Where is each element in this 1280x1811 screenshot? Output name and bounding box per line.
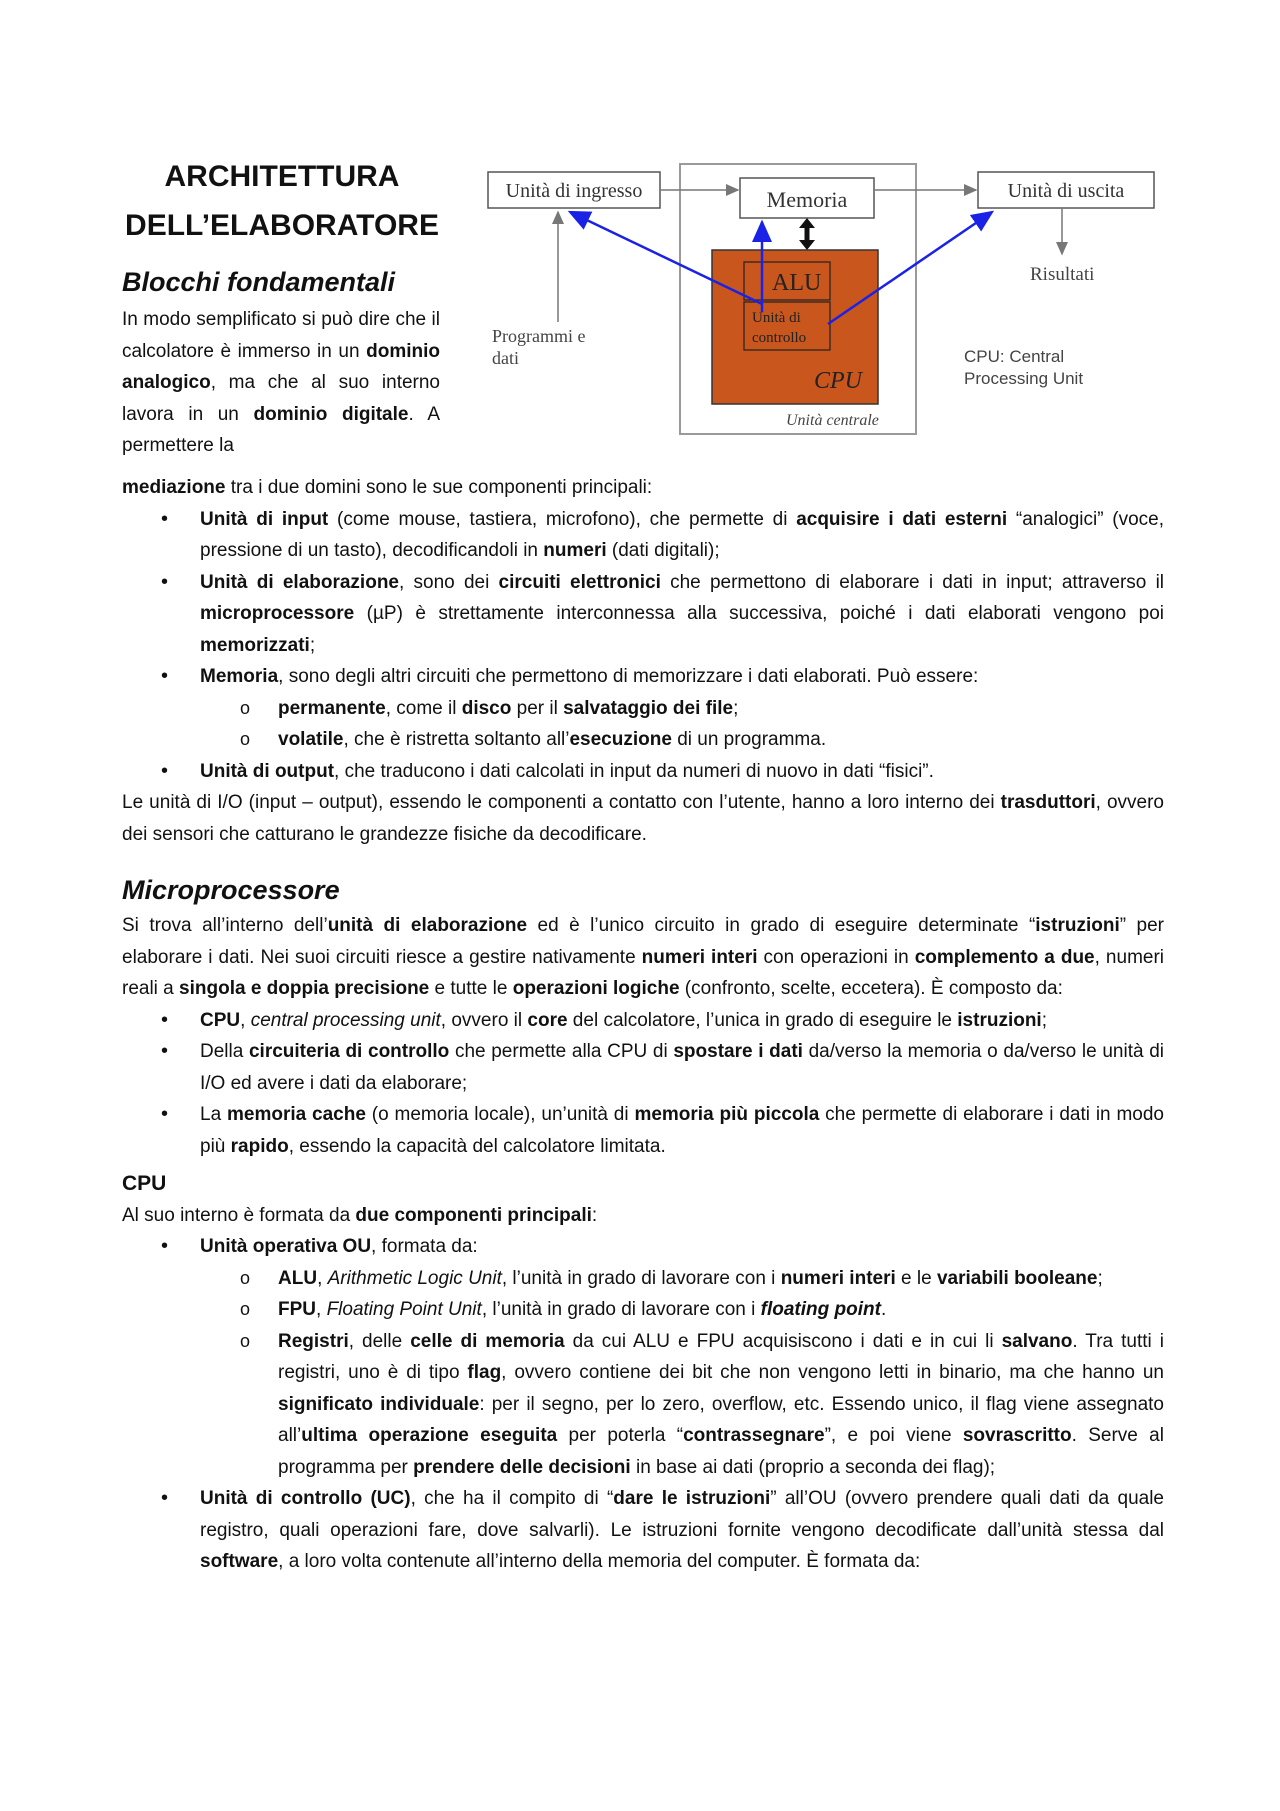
text-run: , che ha il compito di “ — [410, 1488, 614, 1509]
memory-label: Memoria — [766, 187, 848, 212]
text-run: contrassegnare — [683, 1425, 825, 1446]
text-run: ” per elaborare i dati. Nei suoi circuiti riesce a gestire nativamente — [122, 915, 1164, 968]
text-run: acquisire i dati esterni — [796, 508, 1008, 530]
text-run: trasduttori — [1000, 792, 1096, 813]
text-run: ; — [733, 697, 739, 719]
microprocessore-paragraph — [122, 910, 1164, 1005]
text-run: (come mouse, tastiera, microfono), che permette di — [328, 508, 797, 530]
text-run: e le — [895, 1267, 937, 1289]
list-item — [200, 1231, 1164, 1483]
microprocessore-list — [122, 1005, 1164, 1163]
text-run: La — [200, 1104, 227, 1125]
text-run: Memoria — [200, 666, 279, 687]
computer-architecture-diagram — [462, 152, 1166, 448]
text-run: ultima operazione eseguita — [301, 1425, 558, 1446]
text-run: per il — [511, 697, 564, 719]
text-run: memorizzati — [200, 634, 310, 656]
text-run: (µP) è strettamente interconnessa alla successiva, poiché i dati elaborati vengono poi — [354, 603, 1164, 624]
list-item-text — [200, 1099, 1164, 1162]
header-area — [122, 152, 1164, 472]
sub-list-item — [278, 1326, 1164, 1484]
text-run: operazioni logiche — [512, 978, 680, 999]
text-run: con operazioni in — [757, 946, 915, 968]
cpu-paragraph — [122, 1200, 1164, 1232]
sub-list-item — [278, 1294, 1164, 1326]
text-run: complemento a due — [914, 946, 1095, 968]
text-run: tra i due domini sono le sue componenti principali: — [225, 477, 653, 498]
sub-list-item — [278, 1263, 1164, 1295]
text-run: , che è ristretta soltanto all’ — [343, 729, 570, 750]
list-item — [200, 756, 1164, 788]
text-run: che permette di elaborare i dati in modo più — [200, 1104, 1164, 1157]
memory-cpu-arrow-down — [799, 240, 815, 250]
sub-list — [200, 1263, 1164, 1484]
text-run: salvano — [1001, 1330, 1073, 1352]
text-run: prendere delle decisioni — [413, 1456, 631, 1478]
text-run: numeri — [543, 540, 607, 561]
text-run: , formata da: — [371, 1236, 478, 1257]
text-run: . Tra tutti i registri, uno è di tipo — [278, 1330, 1164, 1383]
text-run: del calcolatore, l’unica in grado di eseguire le — [567, 1009, 958, 1031]
text-run: che permette alla CPU di — [449, 1041, 674, 1062]
list-item-text — [200, 1483, 1164, 1578]
text-run: , — [317, 1267, 328, 1289]
text-run: significato individuale — [278, 1393, 480, 1415]
central-unit-label: Unità centrale — [786, 412, 879, 429]
text-run: dominio analogico — [122, 340, 440, 393]
text-run: volatile — [278, 729, 344, 750]
cpu-label: CPU — [814, 368, 862, 394]
text-run: istruzioni — [1035, 915, 1120, 936]
text-run: Unità di controllo (UC) — [200, 1488, 411, 1509]
text-run: Al suo interno è formata da — [122, 1204, 356, 1226]
list-item-text — [200, 756, 1164, 788]
text-run: core — [527, 1009, 568, 1031]
text-run: ” all’OU (ovvero prendere quali dati da quale registro, quali operazioni fare, dove salvarli). Le istruzioni fornite vengono decodificate dall’unità stessa dal — [200, 1488, 1164, 1541]
io-paragraph — [122, 787, 1164, 850]
text-run: variabili booleane — [936, 1267, 1098, 1289]
text-run: sovrascritto — [962, 1425, 1072, 1446]
text-run: (dati digitali); — [606, 540, 720, 561]
list-item-text — [200, 504, 1164, 567]
text-run: ; — [1041, 1009, 1047, 1031]
text-run: , — [240, 1009, 251, 1031]
sub-list-item — [278, 693, 1164, 725]
list-item-text — [200, 567, 1164, 662]
text-run: , ma che al suo interno lavora in un — [122, 372, 440, 425]
text-run: per poterla “ — [557, 1425, 684, 1446]
text-run: Della — [200, 1041, 249, 1062]
text-run: , — [316, 1299, 327, 1320]
memory-cpu-arrow-up — [799, 218, 815, 228]
text-run: Unità di elaborazione — [200, 571, 399, 593]
text-run: (confronto, scelte, eccetera). È composto da: — [679, 978, 1063, 999]
text-run: CPU — [200, 1009, 241, 1031]
text-run: . A permettere la — [122, 403, 440, 456]
section-microprocessore — [122, 870, 1164, 1162]
text-run: flag — [467, 1362, 502, 1383]
list-item-text — [200, 1036, 1164, 1099]
text-run: dominio digitale — [253, 403, 409, 425]
text-run: central processing unit — [250, 1009, 441, 1031]
sub-list — [200, 693, 1164, 756]
text-run: floating point — [760, 1299, 881, 1320]
text-run: circuiteria di controllo — [248, 1041, 450, 1062]
text-run: . — [880, 1299, 887, 1320]
text-run: esecuzione — [569, 729, 672, 750]
list-item — [200, 1005, 1164, 1037]
text-run: : per il segno, per lo zero, overflow, etc. Essendo unico, il flag viene assegnato all’ — [278, 1393, 1164, 1446]
cpu-note-1: CPU: Central — [964, 347, 1065, 366]
text-run: , come il — [385, 697, 462, 719]
text-run: dare le istruzioni — [613, 1488, 771, 1509]
text-run: di un programma. — [671, 729, 827, 750]
text-run: salvataggio dei file — [563, 697, 734, 719]
section-heading-blocchi — [122, 262, 442, 302]
text-run: Unità operativa OU — [200, 1236, 372, 1257]
list-item — [200, 1483, 1164, 1578]
list-item — [200, 504, 1164, 567]
title-line-1: ARCHITETTURA — [164, 160, 400, 193]
text-run: istruzioni — [957, 1009, 1042, 1031]
text-run: , a loro volta contenute all’interno della memoria del computer. È formata da: — [278, 1551, 921, 1572]
text-run: numeri interi — [641, 946, 758, 968]
text-run: rapido — [230, 1135, 289, 1157]
text-run: ed è l’unico circuito in grado di eseguire determinate “ — [527, 915, 1036, 936]
text-run: permanente — [278, 697, 386, 719]
list-item-text — [200, 1005, 1164, 1037]
list-item — [200, 567, 1164, 662]
programs-label-2: dati — [492, 348, 519, 368]
text-run: che permettono di elaborare i dati in input; attraverso il — [660, 571, 1165, 593]
list-item — [200, 1099, 1164, 1162]
text-run: , l’unità in grado di lavorare con i — [481, 1299, 761, 1320]
intro-paragraph — [122, 304, 440, 462]
text-run: , ovvero dei sensori che catturano le grandezze fisiche da decodificare. — [122, 792, 1164, 845]
text-run: mediazione — [122, 477, 226, 498]
page-title — [122, 152, 442, 250]
text-run: , essendo la capacità del calcolatore limitata. — [288, 1135, 666, 1157]
blocchi-list — [122, 504, 1164, 788]
programs-label-1: Programmi e — [492, 326, 586, 346]
text-run: disco — [461, 697, 512, 719]
text-run: ; — [1097, 1267, 1103, 1289]
text-run: spostare i dati — [673, 1041, 803, 1062]
control-unit-label-2: controllo — [752, 330, 807, 346]
sub-list-item — [278, 724, 1164, 756]
list-item — [200, 661, 1164, 756]
heading-microprocessore: Microprocessore — [122, 875, 340, 905]
text-run: circuiti elettronici — [498, 571, 661, 593]
intro-continuation — [122, 472, 1164, 504]
cpu-list — [122, 1231, 1164, 1578]
cpu-note-2: Processing Unit — [964, 369, 1084, 388]
text-run: : — [591, 1204, 598, 1226]
text-run: singola e doppia precisione — [179, 978, 430, 999]
heading-cpu: CPU — [122, 1172, 167, 1195]
title-line-2: DELL’ELABORATORE — [125, 209, 439, 242]
text-run: da cui ALU e FPU acquisiscono i dati e in cui li — [564, 1330, 1002, 1352]
text-run: numeri interi — [780, 1267, 896, 1289]
text-run: in base ai dati (proprio a seconda dei flag); — [630, 1456, 996, 1478]
text-run: , sono degli altri circuiti che permettono di memorizzare i dati elaborati. Può essere: — [278, 666, 979, 687]
output-unit-label: Unità di uscita — [1007, 180, 1125, 202]
text-run: unità di elaborazione — [327, 915, 528, 936]
section-cpu — [122, 1168, 1164, 1578]
text-run: , delle — [348, 1330, 411, 1352]
text-run: , che traducono i dati calcolati in input da numeri di nuovo in dati “fisici”. — [334, 760, 934, 782]
text-run: , ovvero contiene dei bit che non vengono letti in binario, ma che hanno un — [501, 1362, 1164, 1383]
text-run: (o memoria locale), un’unità di — [365, 1104, 635, 1125]
text-run: ; — [309, 634, 316, 656]
text-run: due componenti principali — [355, 1204, 592, 1226]
text-run: , numeri reali a — [122, 946, 1165, 999]
text-run: Le unità di I/O (input – output), essendo le componenti a contatto con l’utente, hanno a loro interno dei — [122, 792, 1001, 813]
list-item — [200, 1036, 1164, 1099]
results-label: Risultati — [1030, 264, 1095, 285]
text-run: ALU — [278, 1267, 318, 1289]
control-unit-label-1: Unità di — [752, 310, 801, 326]
text-run: FPU — [278, 1299, 316, 1320]
alu-label: ALU — [772, 270, 822, 296]
input-unit-label: Unità di ingresso — [505, 180, 643, 202]
text-run: da/verso la memoria o da/verso le unità di I/O ed avere i dati da elaborare; — [200, 1041, 1165, 1094]
text-run: ”, e poi viene — [824, 1425, 963, 1446]
text-run: Registri — [278, 1330, 349, 1352]
text-run: , ovvero il — [440, 1009, 528, 1031]
text-run: Unità di input — [200, 508, 329, 530]
text-run: celle di memoria — [410, 1330, 565, 1352]
text-run: Arithmetic Logic Unit — [327, 1267, 502, 1289]
document-content — [122, 152, 1164, 1578]
text-run: In modo semplificato si può dire che il calcolatore è immerso in un — [122, 309, 440, 362]
text-run: memoria cache — [227, 1104, 366, 1125]
text-run: , l’unità in grado di lavorare con i — [501, 1267, 781, 1289]
list-item-text — [200, 1231, 1164, 1263]
text-run: Si trova all’interno dell’ — [122, 915, 328, 936]
text-run: Floating Point Unit — [326, 1299, 482, 1320]
text-run: memoria più piccola — [634, 1104, 820, 1125]
text-run: e tutte le — [429, 978, 513, 999]
text-run: software — [200, 1551, 279, 1572]
text-run: . Serve al programma per — [278, 1425, 1164, 1478]
text-run: , sono dei — [399, 571, 499, 593]
list-item-text — [200, 661, 1164, 693]
text-run: microprocessore — [200, 603, 355, 624]
text-run: “analogici” (voce, pressione di un tasto), decodificandoli in — [200, 508, 1165, 561]
text-run: Unità di output — [200, 760, 335, 782]
heading-blocchi-fondamentali: Blocchi fondamentali — [122, 267, 396, 297]
